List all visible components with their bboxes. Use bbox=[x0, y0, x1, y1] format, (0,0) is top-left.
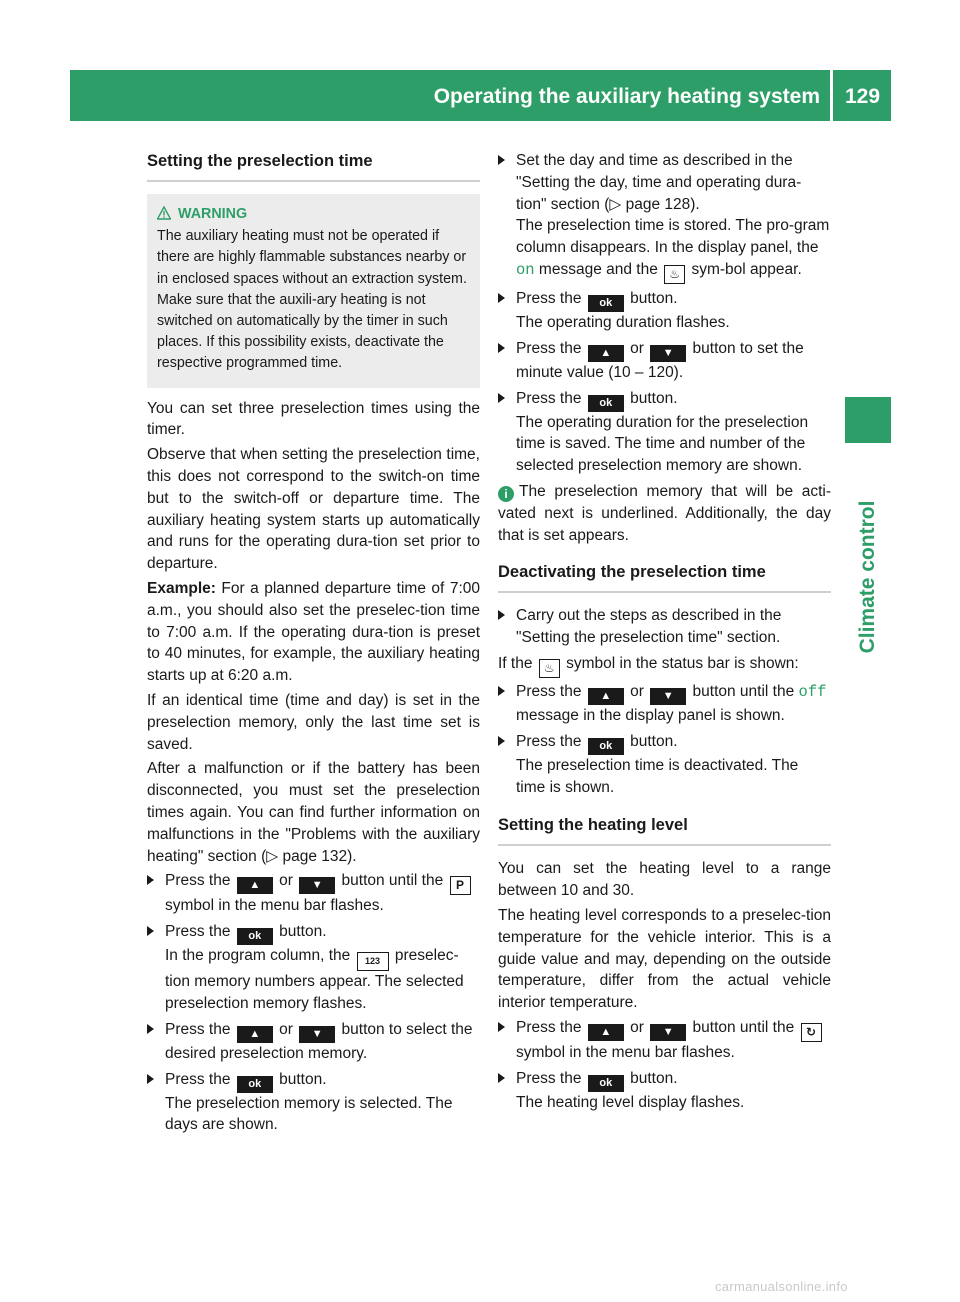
down-button-icon: ▼ bbox=[299, 877, 335, 894]
step-text: preselec-tion memory numbers appear. The selected preselection memory flashes. bbox=[165, 947, 464, 1012]
step-arrow-icon bbox=[147, 1074, 154, 1084]
step-text: In the program column, the bbox=[165, 947, 351, 965]
paragraph bbox=[498, 653, 831, 678]
heating-symbol-icon: ♨ bbox=[539, 659, 560, 678]
down-button-icon: ▼ bbox=[650, 688, 686, 705]
step-text: Press the bbox=[516, 732, 582, 750]
step-text: Press the bbox=[165, 872, 231, 890]
step-text: The preselection memory is selected. The days are shown. bbox=[165, 1094, 453, 1134]
page-number: 129 bbox=[844, 85, 881, 108]
spacer bbox=[498, 802, 831, 814]
step-text: Press the bbox=[516, 389, 582, 407]
step-text: button until the bbox=[692, 682, 795, 700]
step-text: The operating duration for the preselection time is saved. The time and number of the selected preselection memory are shown. bbox=[516, 413, 809, 475]
step-text: Carry out the steps as described in the "Setting the preselection time" section. bbox=[516, 607, 782, 647]
step-text: or bbox=[630, 339, 644, 357]
step-text: The preselection time is stored. The pro-gram column disappears. In the display panel, the bbox=[516, 217, 830, 257]
step-text: Press the bbox=[516, 1069, 582, 1087]
instruction-step bbox=[498, 731, 831, 799]
instruction-step bbox=[498, 150, 831, 284]
instruction-step bbox=[498, 288, 831, 334]
step-text: button until the bbox=[341, 872, 444, 890]
step-text: The heating level display flashes. bbox=[516, 1093, 745, 1111]
info-icon: i bbox=[498, 486, 514, 502]
down-button-icon: ▼ bbox=[650, 345, 686, 362]
parking-symbol-icon: P bbox=[450, 876, 471, 895]
step-arrow-icon bbox=[498, 155, 505, 165]
page-ref-icon: ▷ bbox=[266, 847, 283, 865]
section-title-deactivating: Deactivating the preselection time bbox=[498, 561, 831, 593]
warning-box bbox=[147, 194, 480, 388]
page-ref: page 132). bbox=[282, 847, 357, 865]
warning-triangle-icon bbox=[157, 206, 171, 220]
instruction-step bbox=[147, 1069, 480, 1137]
watermark: carmanualsonline.info bbox=[715, 1279, 848, 1294]
paragraph: You can set the heating level to a range between 10 and 30. bbox=[498, 860, 831, 900]
page-ref: page 128). bbox=[625, 195, 700, 213]
instruction-step bbox=[147, 921, 480, 1015]
step-arrow-icon bbox=[147, 1024, 154, 1034]
up-button-icon: ▲ bbox=[237, 877, 273, 894]
header-divider bbox=[830, 70, 833, 121]
ok-button-icon: ok bbox=[588, 1075, 624, 1092]
heating-symbol-icon: ♨ bbox=[664, 265, 685, 284]
instruction-step bbox=[498, 1017, 831, 1064]
ok-button-icon: ok bbox=[588, 295, 624, 312]
ok-button-icon: ok bbox=[588, 738, 624, 755]
step-text: button. bbox=[630, 732, 678, 750]
step-arrow-icon bbox=[147, 875, 154, 885]
instruction-step bbox=[498, 338, 831, 384]
heating-level-symbol-icon: ↻ bbox=[801, 1023, 822, 1042]
step-text: Set the day and time as described in the "Setting the day, time and operating dura-tion" section ( bbox=[516, 152, 802, 213]
header-bar bbox=[70, 70, 891, 121]
step-arrow-icon bbox=[498, 293, 505, 303]
down-button-icon: ▼ bbox=[299, 1026, 335, 1043]
left-column bbox=[147, 150, 480, 1140]
step-text: Press the bbox=[516, 339, 582, 357]
step-text: button. bbox=[279, 923, 327, 941]
step-arrow-icon bbox=[498, 1073, 505, 1083]
paragraph-text: If the bbox=[498, 654, 533, 672]
step-text: Press the bbox=[516, 289, 582, 307]
right-column bbox=[498, 150, 831, 1118]
step-text: or bbox=[630, 1018, 644, 1036]
section-side-label: Climate control bbox=[856, 500, 879, 654]
section-title-preselection: Setting the preselection time bbox=[147, 150, 480, 182]
up-button-icon: ▲ bbox=[588, 1024, 624, 1041]
step-arrow-icon bbox=[498, 393, 505, 403]
paragraph: You can set three preselection times using the timer. bbox=[147, 399, 480, 439]
instruction-step bbox=[498, 388, 831, 477]
step-text: symbol in the menu bar flashes. bbox=[516, 1043, 735, 1061]
step-arrow-icon bbox=[498, 686, 505, 696]
paragraph: The heating level corresponds to a preselec-tion temperature for the vehicle interior. This is a guide value and may, depending on the outside temperature, differ from the actual vehicle interior temperature. bbox=[498, 906, 831, 1012]
paragraph-text: After a malfunction or if the battery has been disconnected, you must set the preselection times again. You can find further information on malfunctions in the "Problems with the auxiliary heating" section ( bbox=[147, 760, 480, 865]
warning-label: WARNING bbox=[178, 206, 248, 222]
step-text: or bbox=[279, 1020, 293, 1038]
step-text: button to select the desired preselection memory. bbox=[165, 1020, 473, 1062]
step-text: The preselection time is deactivated. The time is shown. bbox=[516, 756, 799, 796]
step-text: Press the bbox=[165, 1070, 231, 1088]
page-ref-icon: ▷ bbox=[609, 195, 626, 213]
step-text: button to set the minute value (10 – 120). bbox=[516, 339, 804, 381]
spacer bbox=[498, 549, 831, 561]
down-button-icon: ▼ bbox=[650, 1024, 686, 1041]
step-text: Press the bbox=[165, 1020, 231, 1038]
paragraph: Observe that when setting the preselection time, this does not correspond to the switch-on time but to the switch-off or departure time. The auxiliary heating system starts up automatically and runs for the operating dura-tion set prior to departure. bbox=[147, 446, 480, 573]
step-text: Press the bbox=[165, 923, 231, 941]
warning-text: The auxiliary heating must not be operated if there are highly flammable substances nearby or in enclosed spaces without an extraction system. Make sure that the auxili-ary heating is not switched on automatically by the timer in such places. If this possibility exists, deactivate the respective programmed time. bbox=[157, 228, 467, 372]
up-button-icon: ▲ bbox=[588, 345, 624, 362]
step-text: sym-bol appear. bbox=[691, 260, 802, 278]
section-tab-marker bbox=[845, 397, 891, 443]
paragraph-example bbox=[147, 578, 480, 687]
paragraph: If an identical time (time and day) is set in the preselection memory, only the last time set is saved. bbox=[147, 691, 480, 753]
instruction-step bbox=[147, 1019, 480, 1065]
up-button-icon: ▲ bbox=[237, 1026, 273, 1043]
step-arrow-icon bbox=[498, 610, 505, 620]
step-text: Press the bbox=[516, 682, 582, 700]
step-text: button. bbox=[279, 1070, 327, 1088]
up-button-icon: ▲ bbox=[588, 688, 624, 705]
instruction-step bbox=[498, 681, 831, 727]
paragraph-text: symbol in the status bar is shown: bbox=[566, 654, 799, 672]
display-message-off: off bbox=[798, 682, 827, 701]
step-text: button. bbox=[630, 389, 678, 407]
info-note bbox=[498, 481, 831, 546]
chapter-title: Operating the auxiliary heating system bbox=[433, 85, 820, 108]
ok-button-icon: ok bbox=[588, 395, 624, 412]
ok-button-icon: ok bbox=[237, 1076, 273, 1093]
paragraph bbox=[147, 758, 480, 867]
step-text: The operating duration flashes. bbox=[516, 313, 730, 331]
step-text: Press the bbox=[516, 1018, 582, 1036]
step-text: message and the bbox=[538, 260, 658, 278]
info-text: The preselection memory that will be acti-vated next is underlined. Additionally, the day that is set appears. bbox=[498, 482, 831, 544]
instruction-step bbox=[498, 605, 831, 649]
warning-heading bbox=[157, 204, 472, 225]
ok-button-icon: ok bbox=[237, 928, 273, 945]
instruction-step bbox=[147, 870, 480, 917]
display-message-on: on bbox=[516, 260, 535, 279]
step-text: button. bbox=[630, 1069, 678, 1087]
step-arrow-icon bbox=[498, 736, 505, 746]
step-text: symbol in the menu bar flashes. bbox=[165, 897, 384, 915]
instruction-step bbox=[498, 1068, 831, 1114]
step-text: or bbox=[279, 872, 293, 890]
step-text: button until the bbox=[692, 1018, 795, 1036]
step-text: message in the display panel is shown. bbox=[516, 706, 785, 724]
number-symbol-icon: 123 bbox=[357, 952, 389, 971]
step-text: button. bbox=[630, 289, 678, 307]
step-arrow-icon bbox=[498, 1022, 505, 1032]
section-title-heating-level: Setting the heating level bbox=[498, 814, 831, 846]
step-text: or bbox=[630, 682, 644, 700]
step-arrow-icon bbox=[147, 926, 154, 936]
example-text: For a planned departure time of 7:00 a.m., you should also set the preselec-tion time to 7:00 a.m. If the operating dura-tion is preset to 40 minutes, for example, the auxiliary heating starts up at 6:20 a.m. bbox=[147, 580, 480, 685]
example-label: Example: bbox=[147, 580, 216, 597]
step-arrow-icon bbox=[498, 343, 505, 353]
